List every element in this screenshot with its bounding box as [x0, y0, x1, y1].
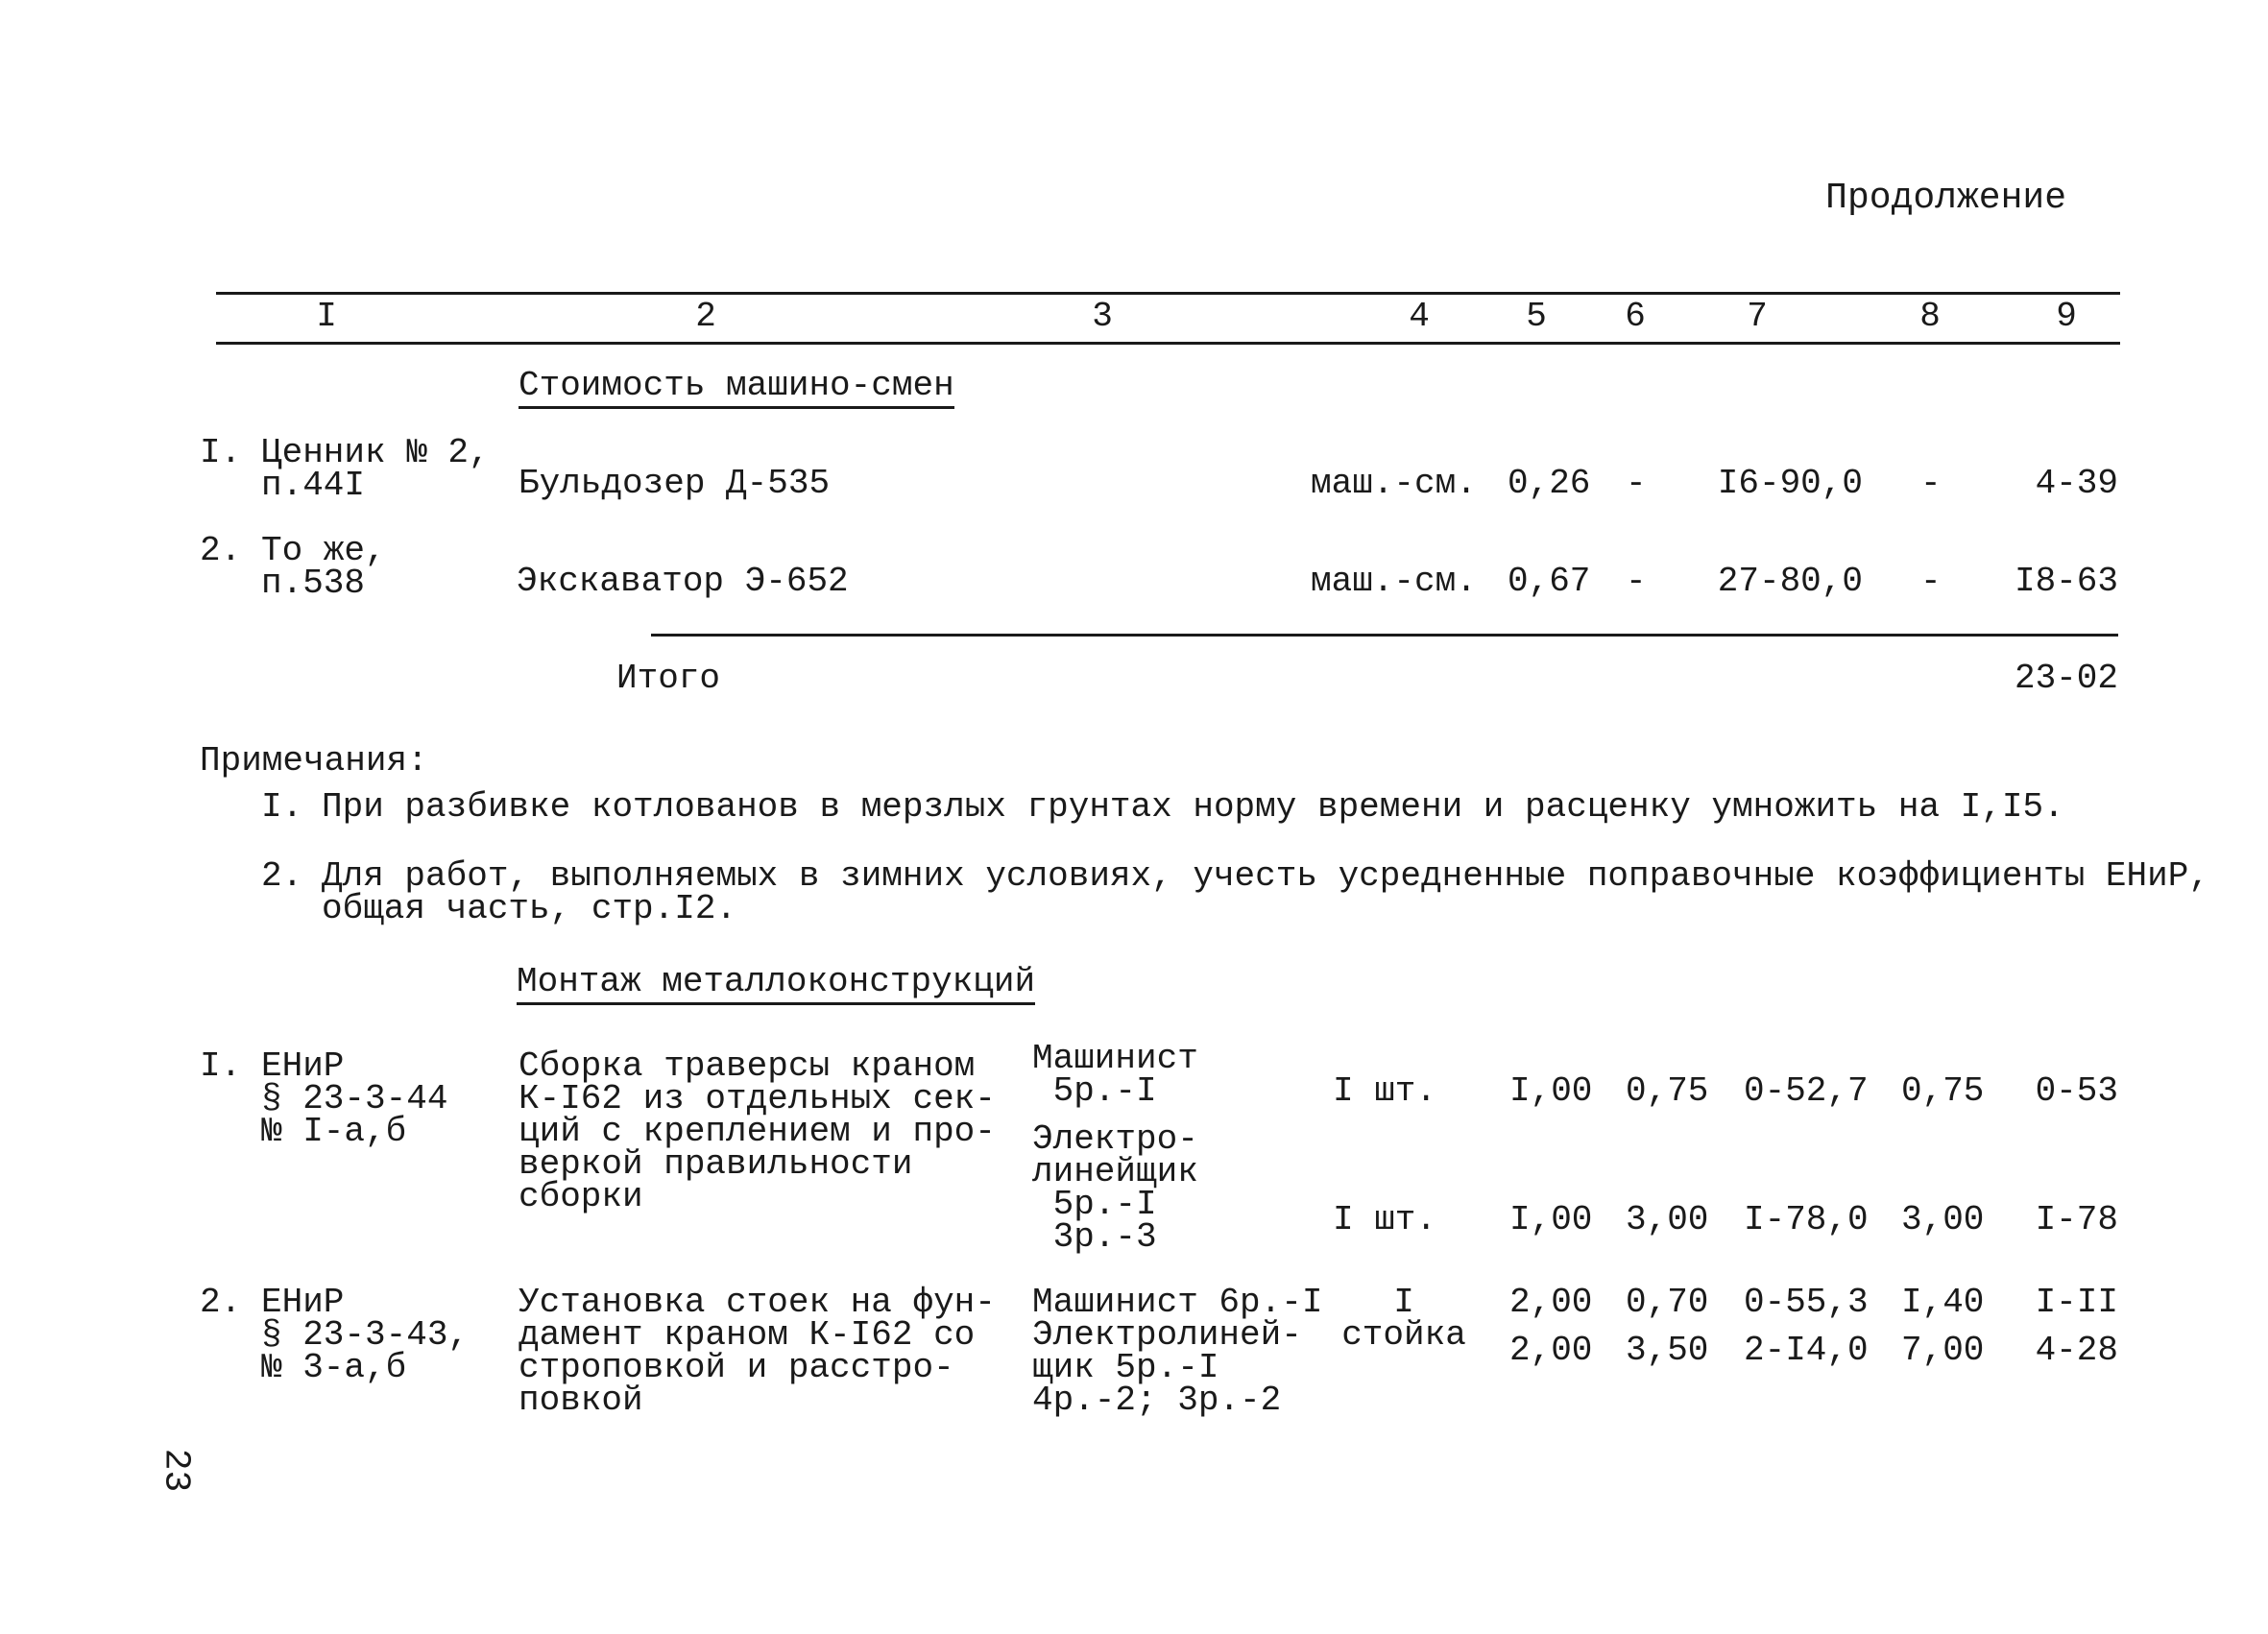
row-number: I. [200, 1046, 242, 1086]
row-col7: 0-55,3 [1744, 1283, 1869, 1322]
row-col8: 7,00 [1901, 1331, 1985, 1370]
row-reference: То же, п.538 [261, 531, 386, 603]
row-unit: I шт. [1333, 1071, 1437, 1111]
row-number: 2. [200, 531, 242, 570]
row-col6: 0,75 [1626, 1071, 1709, 1111]
row-col9: I-78 [2035, 1200, 2118, 1239]
row-col6: 0,70 [1626, 1283, 1709, 1322]
section-title-machine-shifts: Стоимость машино-смен [519, 370, 954, 409]
column-header-2: 2 [695, 297, 716, 336]
note-text: При разбивке котлованов в мерзлых грунтах норму времени и расценку умножить на I,I5. [322, 787, 2064, 827]
note-number: 2. [261, 856, 303, 896]
row-number: I. [200, 433, 242, 472]
column-header-4: 4 [1409, 297, 1430, 336]
table-top-rule [216, 292, 2120, 295]
row-work: Установка стоек на фун- дамент краном К-I62 со строповкой и расстро- повкой [519, 1283, 996, 1420]
row-col5: 0,67 [1508, 562, 1591, 601]
row-work: Бульдозер Д-535 [519, 464, 831, 503]
row-col5: I,00 [1509, 1200, 1593, 1239]
row-crew-electrician: Электро- линейщик 5р.-I 3р.-3 [1032, 1119, 1198, 1257]
row-number: 2. [200, 1283, 242, 1322]
row-crew: Машинист 6р.-I Электролиней- щик 5р.-I 4р.-2; 3р.-2 [1032, 1283, 1323, 1420]
row-col8: 3,00 [1901, 1200, 1985, 1239]
row-col9: I8-63 [2014, 562, 2118, 601]
row-unit: I шт. [1333, 1200, 1437, 1239]
row-col9: 4-39 [2035, 464, 2118, 503]
row-col6: - [1626, 562, 1647, 601]
column-header-5: 5 [1526, 297, 1547, 336]
row-col9: 0-53 [2035, 1071, 2118, 1111]
note-number: I. [261, 787, 303, 827]
row-col7: 27-80,0 [1717, 562, 1863, 601]
notes-title: Примечания: [200, 741, 428, 781]
row-reference: ЕНиР § 23-3-43, № 3-а,б [261, 1283, 470, 1387]
row-col6: - [1626, 464, 1647, 503]
row-col7: I6-90,0 [1717, 464, 1863, 503]
column-header-9: 9 [2056, 297, 2077, 336]
row-col6: 3,00 [1626, 1200, 1709, 1239]
row-col6: 3,50 [1626, 1331, 1709, 1370]
page-number: 23 [155, 1448, 197, 1493]
row-col8: 0,75 [1901, 1071, 1985, 1111]
row-col7: I-78,0 [1744, 1200, 1869, 1239]
row-col7: 2-I4,0 [1744, 1331, 1869, 1370]
total-label: Итого [616, 659, 721, 698]
page-heading: Продолжение [1825, 178, 2066, 219]
column-header-1: I [316, 297, 337, 336]
row-col8: - [1920, 464, 1942, 503]
column-header-8: 8 [1919, 297, 1941, 336]
row-reference: Ценник № 2, п.44I [261, 433, 490, 505]
table-header-rule [216, 342, 2120, 345]
row-work: Сборка траверсы краном К-I62 из отдельных сек- ций с креплением и про- веркой правильности сборки [519, 1046, 996, 1216]
column-header-6: 6 [1625, 297, 1646, 336]
row-unit: маш.-см. [1311, 464, 1477, 503]
row-col8: I,40 [1901, 1283, 1985, 1322]
row-crew-operator: Машинист 5р.-I [1032, 1039, 1198, 1111]
row-col5: 0,26 [1508, 464, 1591, 503]
section-title-metal-structures: Монтаж металлоконструкций [517, 966, 1035, 1005]
row-col9: 4-28 [2035, 1331, 2118, 1370]
row-col9: I-II [2035, 1283, 2118, 1322]
total-rule [651, 634, 2118, 637]
row-unit: I стойка [1341, 1283, 1466, 1355]
row-col5: 2,00 [1509, 1283, 1593, 1322]
row-reference: ЕНиР § 23-3-44 № I-а,б [261, 1046, 448, 1151]
row-unit: маш.-см. [1311, 562, 1477, 601]
column-header-7: 7 [1747, 297, 1768, 336]
column-header-3: 3 [1092, 297, 1113, 336]
row-col5: I,00 [1509, 1071, 1593, 1111]
note-text: Для работ, выполняемых в зимних условиях, учесть усредненные поправочные коэффициенты ЕНиР, общая часть, стр.I2. [322, 856, 2209, 928]
row-work: Экскаватор Э-652 [517, 562, 849, 601]
row-col8: - [1920, 562, 1942, 601]
row-col7: 0-52,7 [1744, 1071, 1869, 1111]
total-value: 23-02 [2014, 659, 2118, 698]
row-col5: 2,00 [1509, 1331, 1593, 1370]
